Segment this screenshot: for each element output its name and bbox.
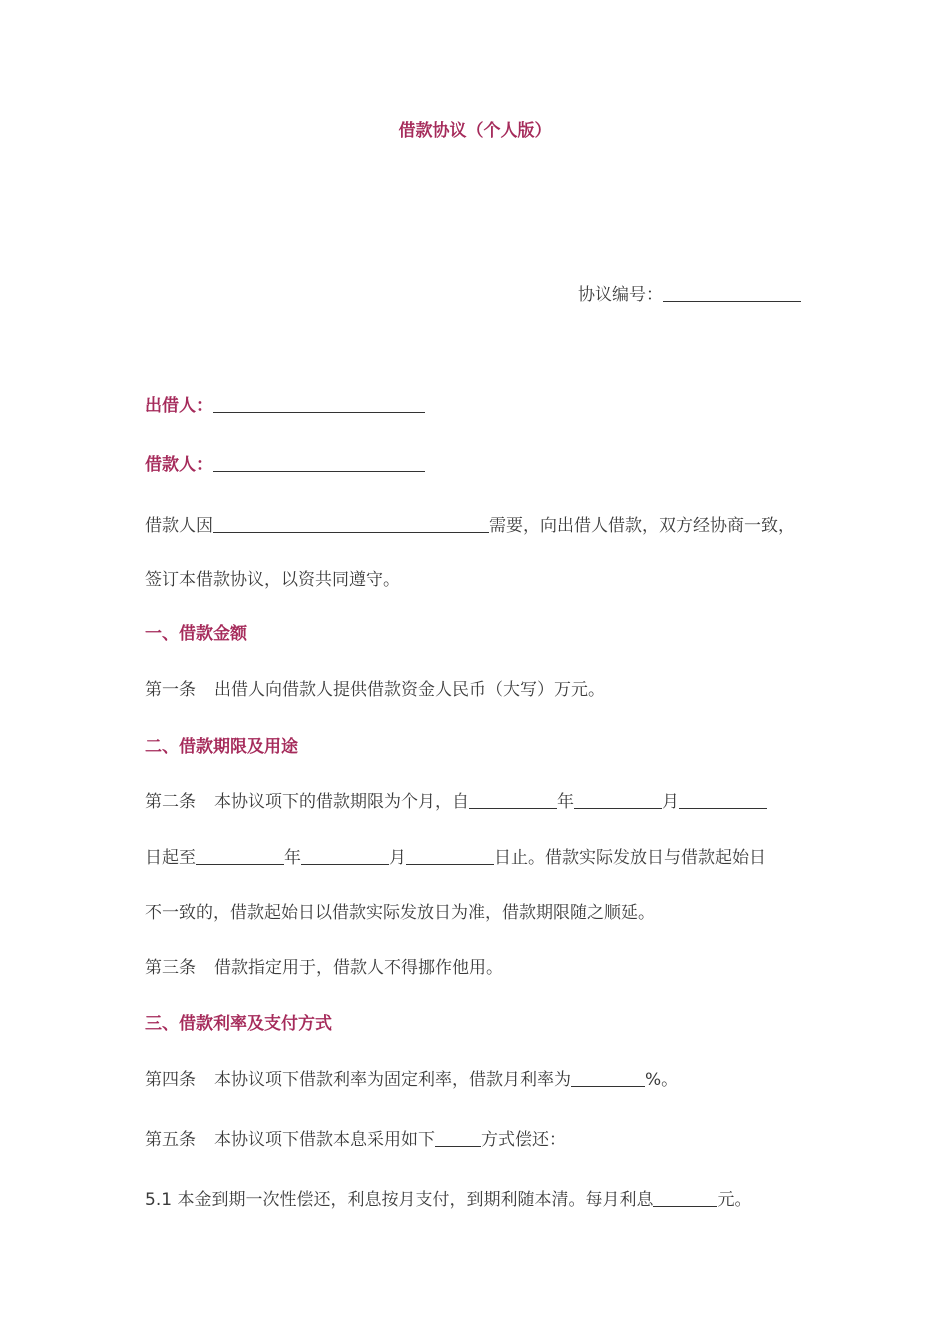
article3-text: 借款指定用于，借款人不得挪作他用。 — [214, 958, 503, 978]
month-label-2: 月 — [389, 848, 406, 868]
intro-line-1 — [145, 514, 795, 538]
month-label: 月 — [662, 792, 679, 812]
end-month-blank[interactable] — [301, 846, 389, 865]
article2-line-2 — [145, 846, 766, 870]
article2-line-1 — [145, 790, 767, 814]
article1-number: 第一条 — [145, 680, 196, 700]
clause-5-1-number: 5.1 — [145, 1190, 173, 1210]
borrower-line — [145, 453, 425, 477]
document-title: 借款协议（个人版） — [398, 121, 552, 141]
article4-number: 第四条 — [145, 1070, 196, 1090]
article5-tail: 方式偿还： — [481, 1130, 566, 1150]
borrower-label: 借款人： — [145, 455, 213, 475]
article4-text: 本协议项下借款利率为固定利率，借款月利率为 — [214, 1070, 571, 1090]
lender-line — [145, 394, 425, 418]
article5-line — [145, 1128, 566, 1152]
start-month-blank[interactable] — [574, 790, 662, 809]
borrower-blank[interactable] — [213, 453, 425, 472]
agreement-number-blank[interactable] — [663, 283, 801, 302]
intro-part-1: 借款人因 — [145, 516, 213, 536]
article2-line-3: 不一致的，借款起始日以借款实际发放日为准，借款期限随之顺延。 — [145, 903, 655, 923]
yuan-label: 元。 — [717, 1190, 752, 1210]
year-label-2: 年 — [284, 848, 301, 868]
article2-number: 第二条 — [145, 792, 196, 812]
section1-heading: 一、借款金额 — [145, 624, 247, 644]
monthly-interest-blank[interactable] — [653, 1188, 717, 1207]
intro-line-2: 签订本借款协议，以资共同遵守。 — [145, 570, 400, 590]
purpose-blank[interactable] — [213, 514, 489, 533]
article3-number: 第三条 — [145, 958, 196, 978]
article3-line — [145, 956, 503, 980]
lender-label: 出借人： — [145, 396, 213, 416]
article1-text: 出借人向借款人提供借款资金人民币（大写）万元。 — [214, 680, 605, 700]
end-year-blank[interactable] — [196, 846, 284, 865]
intro-part-2: 需要，向出借人借款，双方经协商一致， — [489, 516, 795, 536]
section3-heading: 三、借款利率及支付方式 — [145, 1014, 332, 1034]
article5-text: 本协议项下借款本息采用如下 — [214, 1130, 435, 1150]
day-from-label: 日起至 — [145, 848, 196, 868]
article4-line — [145, 1068, 678, 1092]
section2-heading: 二、借款期限及用途 — [145, 737, 298, 757]
clause-5-1-text: 本金到期一次性偿还，利息按月支付，到期利随本清。每月利息 — [177, 1190, 654, 1210]
agreement-number-line — [578, 283, 801, 307]
clause-5-1-line — [145, 1188, 751, 1212]
agreement-number-label: 协议编号： — [578, 285, 663, 305]
repayment-method-blank[interactable] — [435, 1128, 481, 1147]
start-year-blank[interactable] — [469, 790, 557, 809]
article5-number: 第五条 — [145, 1130, 196, 1150]
day-to-text: 日止。借款实际发放日与借款起始日 — [494, 848, 766, 868]
year-label: 年 — [557, 792, 574, 812]
end-day-blank[interactable] — [406, 846, 494, 865]
article2-text: 本协议项下的借款期限为个月，自 — [214, 792, 469, 812]
lender-blank[interactable] — [213, 394, 425, 413]
article1-line — [145, 678, 605, 702]
interest-rate-blank[interactable] — [571, 1068, 645, 1087]
percent-sign: %。 — [645, 1070, 679, 1090]
start-day-blank[interactable] — [679, 790, 767, 809]
